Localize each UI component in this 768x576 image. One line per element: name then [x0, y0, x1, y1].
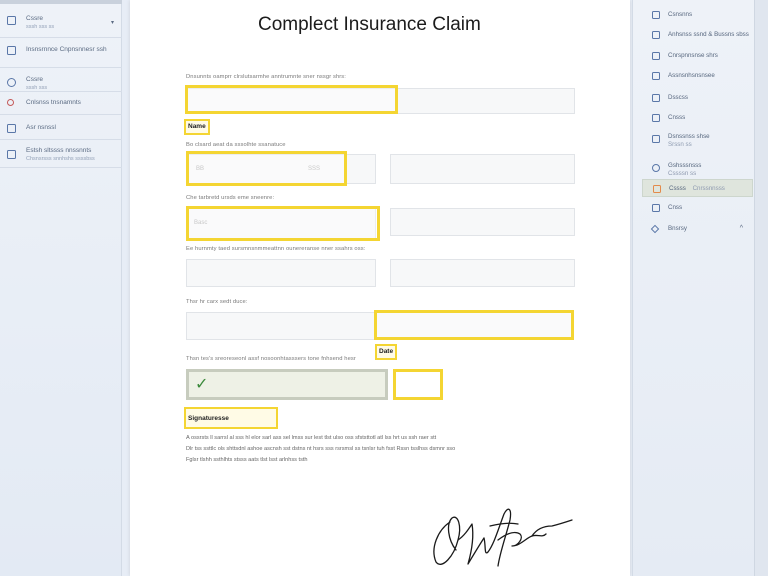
- right-sidebar-item-sub: Cssssn ss: [668, 170, 697, 177]
- left-sidebar-item-schedule[interactable]: [0, 142, 122, 168]
- policy-ghost-value: BB: [196, 166, 205, 172]
- left-sidebar-item-sub: Chsnsrsss snnhshs ssssbss: [26, 156, 95, 162]
- alert-icon: [7, 99, 14, 106]
- right-sidebar-item-assessment[interactable]: [642, 67, 753, 85]
- left-sidebar-item-label: Cssre: [26, 76, 43, 83]
- terms-paragraph-line: A ossrsts ll sarrsl al sss hl elor sarl ass sel lmss sur lest tlst ulso oss sfststtotl atl lss hrt us ssh raer stt: [186, 435, 437, 441]
- location-pin-icon: [7, 78, 16, 87]
- document-icon: [652, 52, 660, 60]
- field-label: Bo clsard aeat da sssolhte ssanatuce: [186, 142, 286, 148]
- right-sidebar-item-label: Dsscss: [668, 94, 688, 101]
- right-sidebar-item-documents[interactable]: [642, 89, 753, 107]
- left-sidebar-item-label: Cnlsnss tnsnamnts: [26, 99, 81, 106]
- left-sidebar-item-archive[interactable]: [0, 116, 122, 140]
- right-sidebar-item-label: Cnsss: [668, 114, 686, 121]
- right-sidebar-item-label: Cnss: [668, 204, 683, 211]
- signature-highlight-label: Signaturesse: [184, 407, 278, 429]
- left-sidebar-topbar: [0, 0, 122, 4]
- folder-icon: [652, 204, 660, 212]
- grid-icon: [652, 72, 660, 80]
- document-icon: [652, 31, 660, 39]
- field-label: Dnsunnts oamprr clrslutsarmhe anntrumnte sner nssgr shrs:: [186, 74, 347, 80]
- amount-input[interactable]: [186, 312, 376, 340]
- right-sidebar-item-attachments[interactable]: [642, 26, 753, 44]
- field-label: Che tarbretd ursds eme sneenre:: [186, 195, 275, 201]
- description-extra-input[interactable]: [390, 259, 575, 287]
- left-sidebar-item-insurance[interactable]: [0, 40, 122, 68]
- left-sidebar-item-cases[interactable]: [0, 8, 122, 38]
- left-sidebar-item-location[interactable]: [0, 70, 122, 92]
- terms-paragraph-line: Dlr tss ssttlc ols shttsdnl ashoe ascnsh sst dstns nt hsrs sss rsrsmsl ss tsnlsr tuh fsst Rssn tsslhss dsmnr sso: [186, 446, 456, 452]
- right-sidebar-item-library[interactable]: [642, 220, 753, 238]
- policy-field-highlight[interactable]: [186, 151, 347, 186]
- date-field-highlight[interactable]: [374, 310, 574, 340]
- home-icon: [653, 185, 661, 193]
- policy-extra-input[interactable]: [390, 154, 575, 184]
- close-box-icon: [652, 94, 660, 102]
- right-sidebar-item-dispositions[interactable]: [642, 131, 753, 153]
- right-sidebar-item-label: Cnrspnnsnse shrs: [668, 52, 718, 59]
- document-icon: [652, 135, 660, 143]
- left-sidebar-item-label: Insnsrnnce Cnpnsnnesr ssh: [26, 46, 107, 53]
- description-input[interactable]: [186, 259, 376, 287]
- left-sidebar-item-label: Asr nsnssl: [26, 124, 56, 131]
- right-sidebar: [632, 0, 768, 576]
- right-sidebar-item-label: Gshsssnsss: [668, 162, 702, 169]
- name-highlight-label: Name: [184, 119, 210, 135]
- field-label: Ee hurnmty taed sursmnsnmmeattnn ounereranse nner ssahrs oss:: [186, 246, 366, 252]
- name-field-highlight[interactable]: [185, 85, 398, 114]
- document-icon: [7, 16, 16, 25]
- right-sidebar-item-folder[interactable]: [642, 199, 753, 217]
- document-icon: [652, 114, 660, 122]
- right-sidebar-item-sub: Srssn ss: [668, 141, 692, 148]
- calendar-icon: [7, 150, 16, 159]
- right-sidebar-item-active[interactable]: [642, 179, 753, 197]
- document-icon: [652, 11, 660, 19]
- incident-extra-input[interactable]: [390, 208, 575, 236]
- left-sidebar-item-sub: sssh sss ss: [26, 24, 55, 30]
- date-highlight-label: Date: [375, 344, 397, 360]
- left-sidebar-item-label: Estsh sltssss nnssnnts: [26, 147, 92, 154]
- policy-ghost-value-right: SSS: [308, 166, 321, 172]
- chevron-down-icon[interactable]: ▾: [110, 20, 114, 26]
- pencil-icon: [651, 225, 659, 233]
- right-sidebar-item-sub: Cnrssnnsss: [692, 185, 725, 192]
- folder-icon: [7, 124, 16, 133]
- field-label: Thsn tes's sreoreseonl assf nosoonhtasssers tone fnhsend hesr: [186, 356, 356, 362]
- clock-icon: [652, 164, 660, 172]
- right-sidebar-item-contents[interactable]: [642, 6, 753, 24]
- right-sidebar-item-cases[interactable]: [642, 109, 753, 127]
- right-sidebar-item-label: Bnsrsy: [668, 225, 687, 232]
- terms-paragraph-line: Fglsr tlshh ssthlhts stsss aats tlst lsst arlnhss tsth: [186, 457, 308, 463]
- right-sidebar-item-label: Dsnssnss shse: [668, 133, 710, 140]
- agreement-checkbox-field[interactable]: [186, 369, 388, 400]
- right-scrollbar[interactable]: [754, 0, 768, 576]
- initials-field-highlight[interactable]: [393, 369, 443, 400]
- document-title: Complect Insurance Claim: [258, 14, 481, 35]
- incident-field-highlight[interactable]: [186, 206, 380, 241]
- check-icon: ✓: [195, 376, 209, 393]
- right-sidebar-item-label: Cssss: [669, 185, 686, 192]
- right-sidebar-item-label: Anhsnss ssnd & Bussns sbss: [668, 31, 749, 38]
- right-sidebar-item-label: Assnsnhsnsnsee: [668, 72, 715, 79]
- left-sidebar-item-sub: sssh sss: [26, 85, 48, 91]
- right-sidebar-item-label: Csnsnns: [668, 11, 693, 18]
- right-sidebar-item-correspondence[interactable]: [642, 47, 753, 65]
- chevron-up-icon[interactable]: ^: [739, 225, 743, 232]
- left-sidebar-item-label: Cssre: [26, 15, 43, 22]
- document-icon: [7, 46, 16, 55]
- left-sidebar-item-claims[interactable]: [0, 93, 122, 115]
- field-label: Thsr hr carx sedt duce:: [186, 299, 248, 305]
- incident-ghost-value: Basc: [194, 220, 208, 226]
- handwritten-signature: [428, 500, 578, 572]
